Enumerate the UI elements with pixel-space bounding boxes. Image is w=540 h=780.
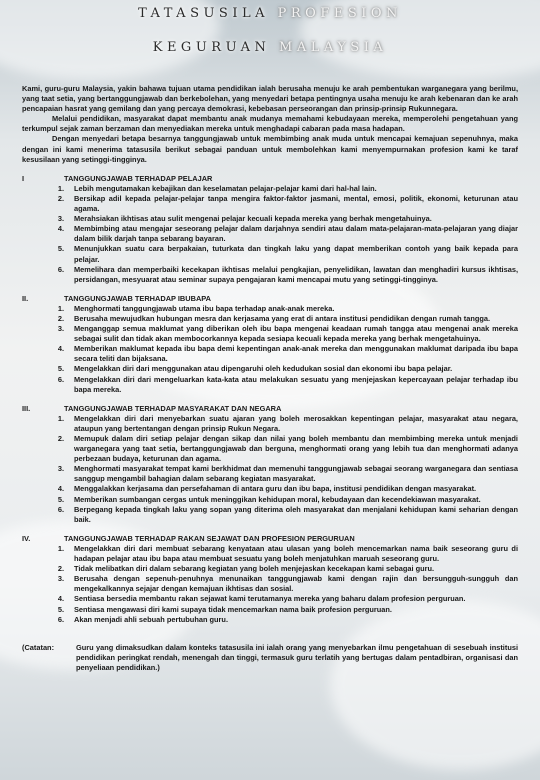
title-word-2: PROFESION	[277, 6, 402, 21]
list-item-text: Menggalakkan kerjasama dan persefahaman di antara guru dan ibu bapa, institusi pendidikan dengan masyarakat.	[74, 484, 477, 494]
list-item-text: Memupuk dalam diri setiap pelajar dengan sikap dan nilai yang boleh membantu dan membimbing mereka untuk menjadi warganegara yang taat setia, bertanggungjawab dan berguna, menghormati orang yang lebih tua dan menghormati adanya perbezaan budaya, keturunan dan agama.	[74, 434, 518, 464]
section	[22, 294, 518, 395]
note-text: Guru yang dimaksudkan dalam konteks tatasusila ini ialah orang yang menyebarkan ilmu pengetahuan di sesebuah institusi pendidikan peringkat rendah, menengah dan tinggi, termasuk guru terlatih yang bertugas dalam pentadbiran, organisasi dan penyeliaan pendidikan.)	[76, 642, 518, 672]
list-item	[22, 184, 518, 194]
list-item	[22, 605, 518, 615]
list-item-text: Lebih mengutamakan kebajikan dan keselamatan pelajar-pelajar kami dari hal-hal lain.	[74, 183, 377, 193]
list-item	[22, 344, 518, 364]
note	[22, 643, 518, 673]
note-label: (Catatan:	[22, 642, 55, 652]
list-item	[22, 594, 518, 604]
section	[22, 404, 518, 525]
list-item	[22, 484, 518, 494]
list-item-number: 1.	[57, 413, 64, 423]
list-item-text: Menganggap semua maklumat yang diberikan oleh ibu bapa mengenai keadaan rumah tangga atau mengenai anak mereka sebagai sulit dan tidak akan membocorkannya kepada sesiapa kecuali kepada mereka yang berhak mengetahuinya.	[74, 324, 518, 344]
list-item-text: Tidak melibatkan diri dalam sebarang kegiatan yang boleh menjejaskan kecekapan kami sebagai guru.	[74, 564, 435, 574]
list-item-text: Memberikan maklumat kepada ibu bapa demi kepentingan anak-anak mereka dan menggunakan maklumat daripada ibu bapa secara teliti dan bijaksana.	[74, 344, 518, 364]
list-item	[22, 244, 518, 264]
list-item-number: 4.	[57, 484, 64, 494]
section-heading	[22, 174, 518, 184]
responsibility-sections	[22, 174, 518, 625]
list-item-number: 2.	[57, 564, 64, 574]
list-item	[22, 414, 518, 434]
list-item	[22, 574, 518, 594]
list-item-number: 4.	[57, 594, 64, 604]
list-item-number: 5.	[57, 364, 64, 374]
list-item-text: Mengelakkan diri dari mengeluarkan kata-kata atau melakukan sesuatu yang menjejaskan kepercayaan pelajar terhadap ibu bapa mereka.	[74, 374, 518, 394]
section-number: I	[22, 173, 25, 183]
list-item-text: Memberikan sumbangan cergas untuk meninggikan kehidupan moral, kebudayaan dan kecendekiawan masyarakat.	[74, 494, 481, 504]
intro-paragraph-3: Dengan menyedari betapa besarnya tanggungjawab untuk membimbing anak muda untuk mencapai kemajuan sepenuhnya, maka dengan ini kami menerima tatasusila berikut sebagai panduan untuk membolehkan kami menyempurnakan profesion kami ke taraf kesusilaan yang setinggi-tingginya.	[22, 134, 518, 164]
section-number: II.	[22, 293, 29, 303]
list-item-text: Akan menjadi ahli sebuah pertubuhan guru.	[74, 614, 228, 624]
list-item	[22, 505, 518, 525]
list-item-number: 1.	[57, 183, 64, 193]
list-item-number: 3.	[57, 574, 64, 584]
list-item-text: Mengelakkan diri dari menggunakan atau dipengaruhi oleh kedudukan sosial dan ekonomi ibu bapa pelajar.	[74, 364, 453, 374]
list-item-text: Bersikap adil kepada pelajar-pelajar tanpa mengira faktor-faktor jasmani, mental, emosi, politik, ekonomi, keturunan atau agama.	[74, 193, 518, 214]
list-item-number: 6.	[57, 614, 64, 624]
list-item-number: 5.	[57, 494, 64, 504]
title-word-1: TATASUSILA	[138, 6, 269, 21]
list-item	[22, 314, 518, 324]
title-word-3: KEGURUAN	[152, 40, 271, 55]
list-item-number: 2.	[57, 313, 64, 323]
list-item-number: 6.	[57, 374, 64, 384]
section-title: TANGGUNGJAWAB TERHADAP RAKAN SEJAWAT DAN PROFESION PERGURUAN	[64, 533, 355, 543]
section-number: III.	[22, 403, 31, 413]
list-item	[22, 214, 518, 224]
list-item	[22, 434, 518, 464]
list-item-number: 3.	[57, 464, 64, 474]
list-item-text: Menghormati tanggungjawab utama ibu bapa terhadap anak-anak mereka.	[74, 303, 335, 313]
page-title-line-2	[0, 40, 540, 55]
list-item	[22, 544, 518, 564]
list-item	[22, 564, 518, 574]
list-item	[22, 495, 518, 505]
list-item	[22, 304, 518, 314]
list-item	[22, 375, 518, 395]
list-item-text: Sentiasa mengawasi diri kami supaya tidak mencemarkan nama baik profesion perguruan.	[74, 604, 392, 614]
list-item-number: 6.	[57, 264, 64, 274]
list-item-text: Merahsiakan ikhtisas atau sulit mengenai pelajar kecuali kepada mereka yang berhak mengetahuinya.	[74, 214, 432, 224]
list-item-number: 2.	[57, 193, 64, 203]
list-item	[22, 194, 518, 214]
section-title: TANGGUNGJAWAB TERHADAP MASYARAKAT DAN NEGARA	[64, 403, 282, 413]
list-item-number: 3.	[57, 214, 64, 224]
list-item-text: Menunjukkan suatu cara berpakaian, tuturkata dan tingkah laku yang dapat memberikan contoh yang baik kepada para pelajar.	[74, 244, 518, 264]
list-item-text: Sentiasa bersedia membantu rakan sejawat kami terutamanya mereka yang baharu dalam profesion perguruan.	[74, 594, 466, 604]
list-item-text: Berusaha mewujudkan hubungan mesra dan kerjasama yang erat di antara institusi pendidikan dengan rumah tangga.	[74, 313, 491, 323]
section-heading	[22, 404, 518, 414]
list-item	[22, 464, 518, 484]
list-item-text: Mengelakkan diri dari menyebarkan suatu ajaran yang boleh merosakkan kepentingan pelajar, masyarakat atau negara, ataupun yang bertentangan dengan prinsip Rukun Negara.	[74, 413, 518, 433]
list-item	[22, 324, 518, 344]
list-item-text: Memelihara dan memperbaiki kecekapan ikhtisas melalui pengkajian, penyelidikan, lawatan dan menghadiri kursus ikhtisas, persidangan, mesyuarat atau seminar supaya pengajaran kami mencapai mutu yang setinggi-tingginya.	[74, 264, 518, 284]
section-heading	[22, 534, 518, 544]
list-item-text: Mengelakkan diri dari membuat sebarang kenyataan atau ulasan yang boleh mencemarkan nama baik seseorang guru di hadapan pelajar atau ibu bapa atau membuat sesuatu yang boleh menjatuhkan maruah seseorang guru.	[74, 543, 518, 564]
list-item-number: 6.	[57, 504, 64, 514]
list-item-number: 1.	[57, 303, 64, 313]
list-item	[22, 224, 518, 244]
section-heading	[22, 294, 518, 304]
page-header	[0, 0, 540, 72]
page-title-line-1	[0, 6, 540, 21]
section-title: TANGGUNGJAWAB TERHADAP PELAJAR	[64, 173, 213, 183]
title-word-4: MALAYSIA	[279, 40, 388, 55]
list-item-number: 3.	[57, 324, 64, 334]
intro-paragraph-2: Melalui pendidikan, masyarakat dapat membantu anak mudanya memahami kebudayaan mereka, memperolehi pengetahuan yang terkumpul sejak zaman berzaman dan menyediakan mereka untuk menghadapi cabaran pada masa hadapan.	[22, 114, 518, 134]
list-item-text: Menghormati masyarakat tempat kami berkhidmat dan memenuhi tanggungjawab sebagai seorang warganegara dan sentiasa sanggup mengambil bahagian dalam sebarang kegiatan masyarakat.	[74, 464, 518, 484]
document-body	[22, 84, 518, 673]
list-item-text: Membimbing atau mengajar seseorang pelajar dalam darjahnya sendiri atau dalam mata-pelajaran-mata-pelajaran yang diajar dalam bilik darjah tanpa sebarang bayaran.	[74, 224, 518, 244]
intro-paragraph-1: Kami, guru-guru Malaysia, yakin bahawa tujuan utama pendidikan ialah berusaha menuju ke arah pembentukan warganegara yang berilmu, yang taat setia, yang bertanggungjawab dan berkebolehan, yang menyedari betapa pentingnya usaha menuju ke arah kebenaran dan ke arah pencapaian hasrat yang gemilang dan yang percaya demokrasi, kebebasan perseorangan dan prinsip-prinsip Rukunnegara.	[22, 84, 518, 114]
list-item-text: Berpegang kepada tingkah laku yang sopan yang diterima oleh masyarakat dan menjalani kehidupan kami seharian dengan baik.	[74, 504, 518, 524]
list-item-number: 5.	[57, 604, 64, 614]
list-item	[22, 364, 518, 374]
list-item-number: 1.	[57, 543, 64, 553]
section	[22, 534, 518, 625]
list-item	[22, 265, 518, 285]
list-item-number: 4.	[57, 344, 64, 354]
list-item-text: Berusaha dengan sepenuh-penuhnya menunaikan tanggungjawab kami dengan rajin dan bersungguh-sungguh dan mengekalkannya sejajar dengan kemajuan ikhtisas dan sosial.	[74, 574, 518, 594]
section	[22, 174, 518, 285]
list-item	[22, 615, 518, 625]
list-item-number: 2.	[57, 434, 64, 443]
list-item-number: 4.	[57, 224, 64, 234]
section-number: IV.	[22, 533, 31, 543]
section-title: TANGGUNGJAWAB TERHADAP IBUBAPA	[64, 293, 211, 303]
list-item-number: 5.	[57, 244, 64, 254]
introduction	[22, 84, 518, 165]
